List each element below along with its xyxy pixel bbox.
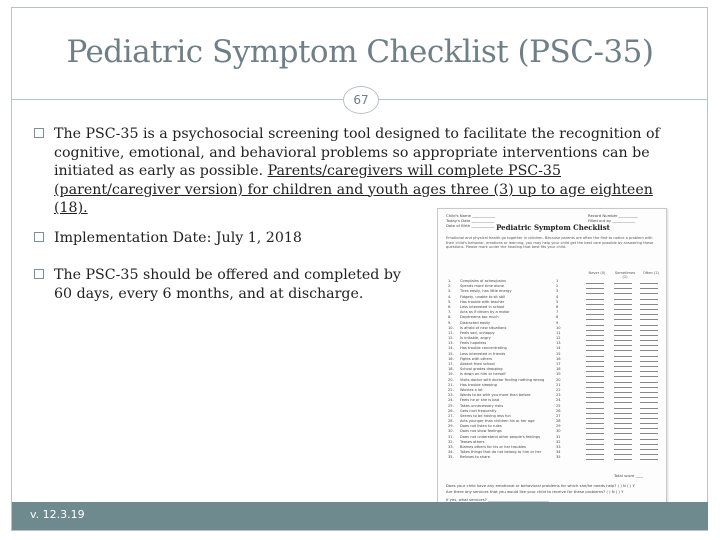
form-item-number: 35. bbox=[448, 455, 454, 460]
form-item-number: 14. bbox=[448, 346, 454, 351]
form-answer-blank bbox=[586, 459, 604, 460]
form-item-number: 1. bbox=[448, 279, 452, 283]
form-item-number: 11. bbox=[448, 330, 454, 335]
form-item-number: 9. bbox=[448, 320, 452, 325]
form-item-number-right: 34 bbox=[556, 450, 561, 455]
form-item-number: 24. bbox=[448, 398, 454, 403]
form-item-text: Acts as if driven by a motor bbox=[460, 310, 510, 315]
form-answer-blank bbox=[614, 459, 632, 460]
bullet-description bbox=[34, 125, 684, 218]
form-item-number: 21. bbox=[448, 382, 454, 387]
form-item-number: 20. bbox=[448, 377, 454, 382]
form-item-number-right: 9 bbox=[556, 320, 559, 325]
slide-title: Pediatric Symptom Checklist (PSC-35) bbox=[66, 34, 654, 70]
form-item-text: Feels he or she is bad bbox=[460, 398, 500, 403]
form-item-number-right: 19 bbox=[556, 372, 561, 377]
bullet-completion-schedule-text: The PSC-35 should be offered and completed by 60 days, every 6 months, and at discharge. bbox=[54, 267, 401, 302]
form-item-number: 26. bbox=[448, 408, 454, 413]
form-item-number-right: 14 bbox=[556, 346, 561, 351]
form-item-text: Wants to be with you more than before bbox=[460, 393, 531, 398]
form-item-text: Blames others for his or her troubles bbox=[460, 445, 526, 449]
form-item-text: Fidgety, unable to sit still bbox=[460, 294, 506, 299]
form-item-text: Visits doctor with doctor finding nothing wrong bbox=[460, 377, 545, 382]
psc-form-image bbox=[437, 208, 667, 506]
form-answer-blank bbox=[640, 459, 658, 460]
form-item-number-right: 18 bbox=[556, 367, 561, 372]
form-item-number: 15. bbox=[448, 351, 454, 356]
form-item-text: Complains of aches/pains bbox=[460, 279, 506, 283]
bullet-description-underlined: Parents/caregivers will complete PSC-35 (parent/caregiver version) for children and youth ages three (3) up to age eighteen (18). bbox=[54, 163, 653, 216]
form-item-number-right: 29 bbox=[556, 424, 561, 429]
form-item-text: Does not listen to rules bbox=[460, 424, 502, 429]
form-item-text: Gets hurt frequently bbox=[460, 408, 497, 413]
form-item-number: 5. bbox=[448, 299, 452, 304]
form-items-list bbox=[446, 279, 660, 461]
form-item-number: 13. bbox=[448, 341, 454, 346]
form-item-text: Does not show feelings bbox=[460, 429, 502, 434]
form-item-text: Worries a lot bbox=[460, 387, 483, 392]
form-item-number-right: 20 bbox=[556, 377, 561, 382]
form-item-number-right: 22 bbox=[556, 387, 561, 392]
form-question-3: If yes, what services? ________________________________ bbox=[446, 497, 549, 502]
form-item-number-right: 28 bbox=[556, 419, 561, 424]
form-item-number-right: 11 bbox=[556, 330, 561, 335]
form-item-number-right: 12 bbox=[556, 336, 561, 341]
form-item-number: 29. bbox=[448, 424, 454, 429]
form-item-number-right: 35 bbox=[556, 455, 561, 460]
form-item-text: Feels sad, unhappy bbox=[460, 330, 495, 335]
form-item-number-right: 3 bbox=[556, 289, 559, 294]
page-number-badge: 67 bbox=[343, 86, 379, 114]
form-item-text: Less interested in friends bbox=[460, 351, 506, 356]
form-item-number: 30. bbox=[448, 429, 454, 434]
form-item-text: Acts younger than children his or her age bbox=[460, 419, 535, 424]
form-item-number: 7. bbox=[448, 310, 452, 315]
form-item-number: 23. bbox=[448, 393, 454, 398]
form-item-number-right: 21 bbox=[556, 382, 561, 387]
form-item-text: Less interested in school bbox=[460, 304, 505, 309]
footer-bar bbox=[12, 502, 708, 530]
form-item-number: 18. bbox=[448, 367, 454, 372]
form-item-number-right: 32 bbox=[556, 439, 561, 444]
form-item-number: 19. bbox=[448, 372, 454, 377]
form-item-number: 32. bbox=[448, 439, 454, 444]
form-item-number-right: 17 bbox=[556, 362, 561, 366]
form-item-text: Tires easily, has little energy bbox=[460, 289, 512, 294]
form-item-text: Is afraid of new situations bbox=[460, 325, 507, 330]
bullet-description-plain: The PSC-35 is a psychosocial screening tool designed to facilitate the recognition of cognitive, emotional, and behavioral problems so appropriate interventions can be initiated as early as possible. bbox=[54, 126, 660, 179]
bullet-completion-schedule bbox=[34, 266, 414, 303]
form-item-text: Fights with others bbox=[460, 356, 492, 361]
form-question-1: Does your child have any emotional or behavioral problems for which she/he needs help? ( ) N ( ) Y bbox=[446, 483, 635, 488]
form-item-number: 31. bbox=[448, 434, 454, 439]
form-item-number: 16. bbox=[448, 356, 454, 361]
form-item-text: Spends more time alone bbox=[460, 284, 504, 289]
form-item-number: 8. bbox=[448, 315, 452, 320]
form-item-text: Distracted easily bbox=[460, 320, 491, 325]
form-item-number-right: 1 bbox=[556, 279, 559, 283]
form-date-of-birth: Date of Birth ____________ bbox=[446, 223, 495, 228]
form-item-text: School grades dropping bbox=[460, 367, 503, 372]
form-item-number: 28. bbox=[448, 419, 454, 424]
form-item-number: 22. bbox=[448, 387, 454, 392]
form-childs-name: Child's Name ____________ bbox=[446, 213, 495, 218]
form-item-number: 4. bbox=[448, 294, 452, 299]
form-item-text: Feels hopeless bbox=[460, 341, 487, 346]
form-item-number: 25. bbox=[448, 403, 454, 408]
form-item-text: Is down on him or herself bbox=[460, 372, 506, 377]
form-record-number: Record Number __________ bbox=[588, 213, 638, 218]
form-item-row bbox=[446, 455, 660, 460]
form-item-text: Has trouble concentrating bbox=[460, 346, 507, 351]
form-item-text: Does not understand other people's feelings bbox=[460, 434, 540, 439]
form-item-number-right: 31 bbox=[556, 434, 561, 439]
form-question-2: Are there any services that you would like your child to receive for these problems? ( ) N ( ) Y bbox=[446, 489, 624, 494]
form-item-number-right: 23 bbox=[556, 393, 561, 398]
form-todays-date: Today's Date ____________ bbox=[446, 218, 495, 223]
form-item-number-right: 5 bbox=[556, 299, 559, 304]
form-item-number-right: 26 bbox=[556, 408, 561, 413]
form-item-text: Refuses to share bbox=[460, 455, 490, 460]
form-item-number-right: 13 bbox=[556, 341, 561, 346]
form-item-number-right: 25 bbox=[556, 403, 561, 408]
form-item-text: Takes unnecessary risks bbox=[460, 403, 504, 408]
form-item-number-right: 30 bbox=[556, 429, 561, 434]
form-item-number-right: 24 bbox=[556, 398, 561, 403]
form-item-number-right: 2 bbox=[556, 284, 559, 289]
form-item-text: Seems to be having less fun bbox=[460, 413, 511, 418]
form-item-number: 12. bbox=[448, 336, 454, 341]
form-item-number-right: 7 bbox=[556, 310, 559, 315]
bullet-implementation-date bbox=[34, 229, 414, 248]
bullet-implementation-date-text: Implementation Date: July 1, 2018 bbox=[54, 230, 302, 246]
form-item-number-right: 6 bbox=[556, 304, 559, 309]
bullet-square-icon bbox=[34, 232, 44, 242]
form-item-number: 10. bbox=[448, 325, 454, 330]
form-item-text: Absent from school bbox=[460, 362, 495, 366]
form-item-number-right: 33 bbox=[556, 445, 561, 449]
bullet-square-icon bbox=[34, 269, 44, 279]
bullet-description-text bbox=[54, 125, 684, 218]
form-item-number: 6. bbox=[448, 304, 452, 309]
form-item-number-right: 8 bbox=[556, 315, 559, 320]
form-item-number-right: 16 bbox=[556, 356, 561, 361]
form-col-often: Often (2) bbox=[642, 271, 660, 275]
form-item-text: Takes things that do not belong to him or her bbox=[460, 450, 542, 455]
form-item-number-right: 15 bbox=[556, 351, 561, 356]
form-item-text: Daydreams too much bbox=[460, 315, 499, 320]
form-title: Pediatric Symptom Checklist bbox=[496, 223, 610, 232]
version-label: v. 12.3.19 bbox=[30, 508, 85, 521]
bullet-square-icon bbox=[34, 128, 44, 138]
form-item-text: Teases others bbox=[460, 439, 485, 444]
form-col-never: Never (0) bbox=[588, 271, 606, 275]
form-filled-out-by: Filled out by ____________ bbox=[588, 218, 636, 223]
form-item-number: 33. bbox=[448, 445, 454, 449]
form-item-number: 3. bbox=[448, 289, 452, 294]
form-item-number-right: 4 bbox=[556, 294, 559, 299]
form-intro: Emotional and physical health go together in children. Because parents are often the first to notice a problem with their child's behavior, emotions or learning, you may help your child get the best care possible by answering these questions. Please mark under the heading that best fits your child. bbox=[446, 236, 654, 250]
form-item-number-right: 10 bbox=[556, 325, 561, 330]
form-item-number: 17. bbox=[448, 362, 454, 366]
form-item-number-right: 27 bbox=[556, 413, 561, 418]
form-item-number: 34. bbox=[448, 450, 454, 455]
form-item-text: Has trouble with teacher bbox=[460, 299, 505, 304]
form-item-text: Is irritable, angry bbox=[460, 336, 491, 341]
form-item-text: Has trouble sleeping bbox=[460, 382, 497, 387]
form-item-number: 2. bbox=[448, 284, 452, 289]
form-col-sometimes: Sometimes (1) bbox=[614, 271, 636, 279]
form-item-number: 27. bbox=[448, 413, 454, 418]
form-total-score: Total score ____ bbox=[614, 473, 644, 478]
